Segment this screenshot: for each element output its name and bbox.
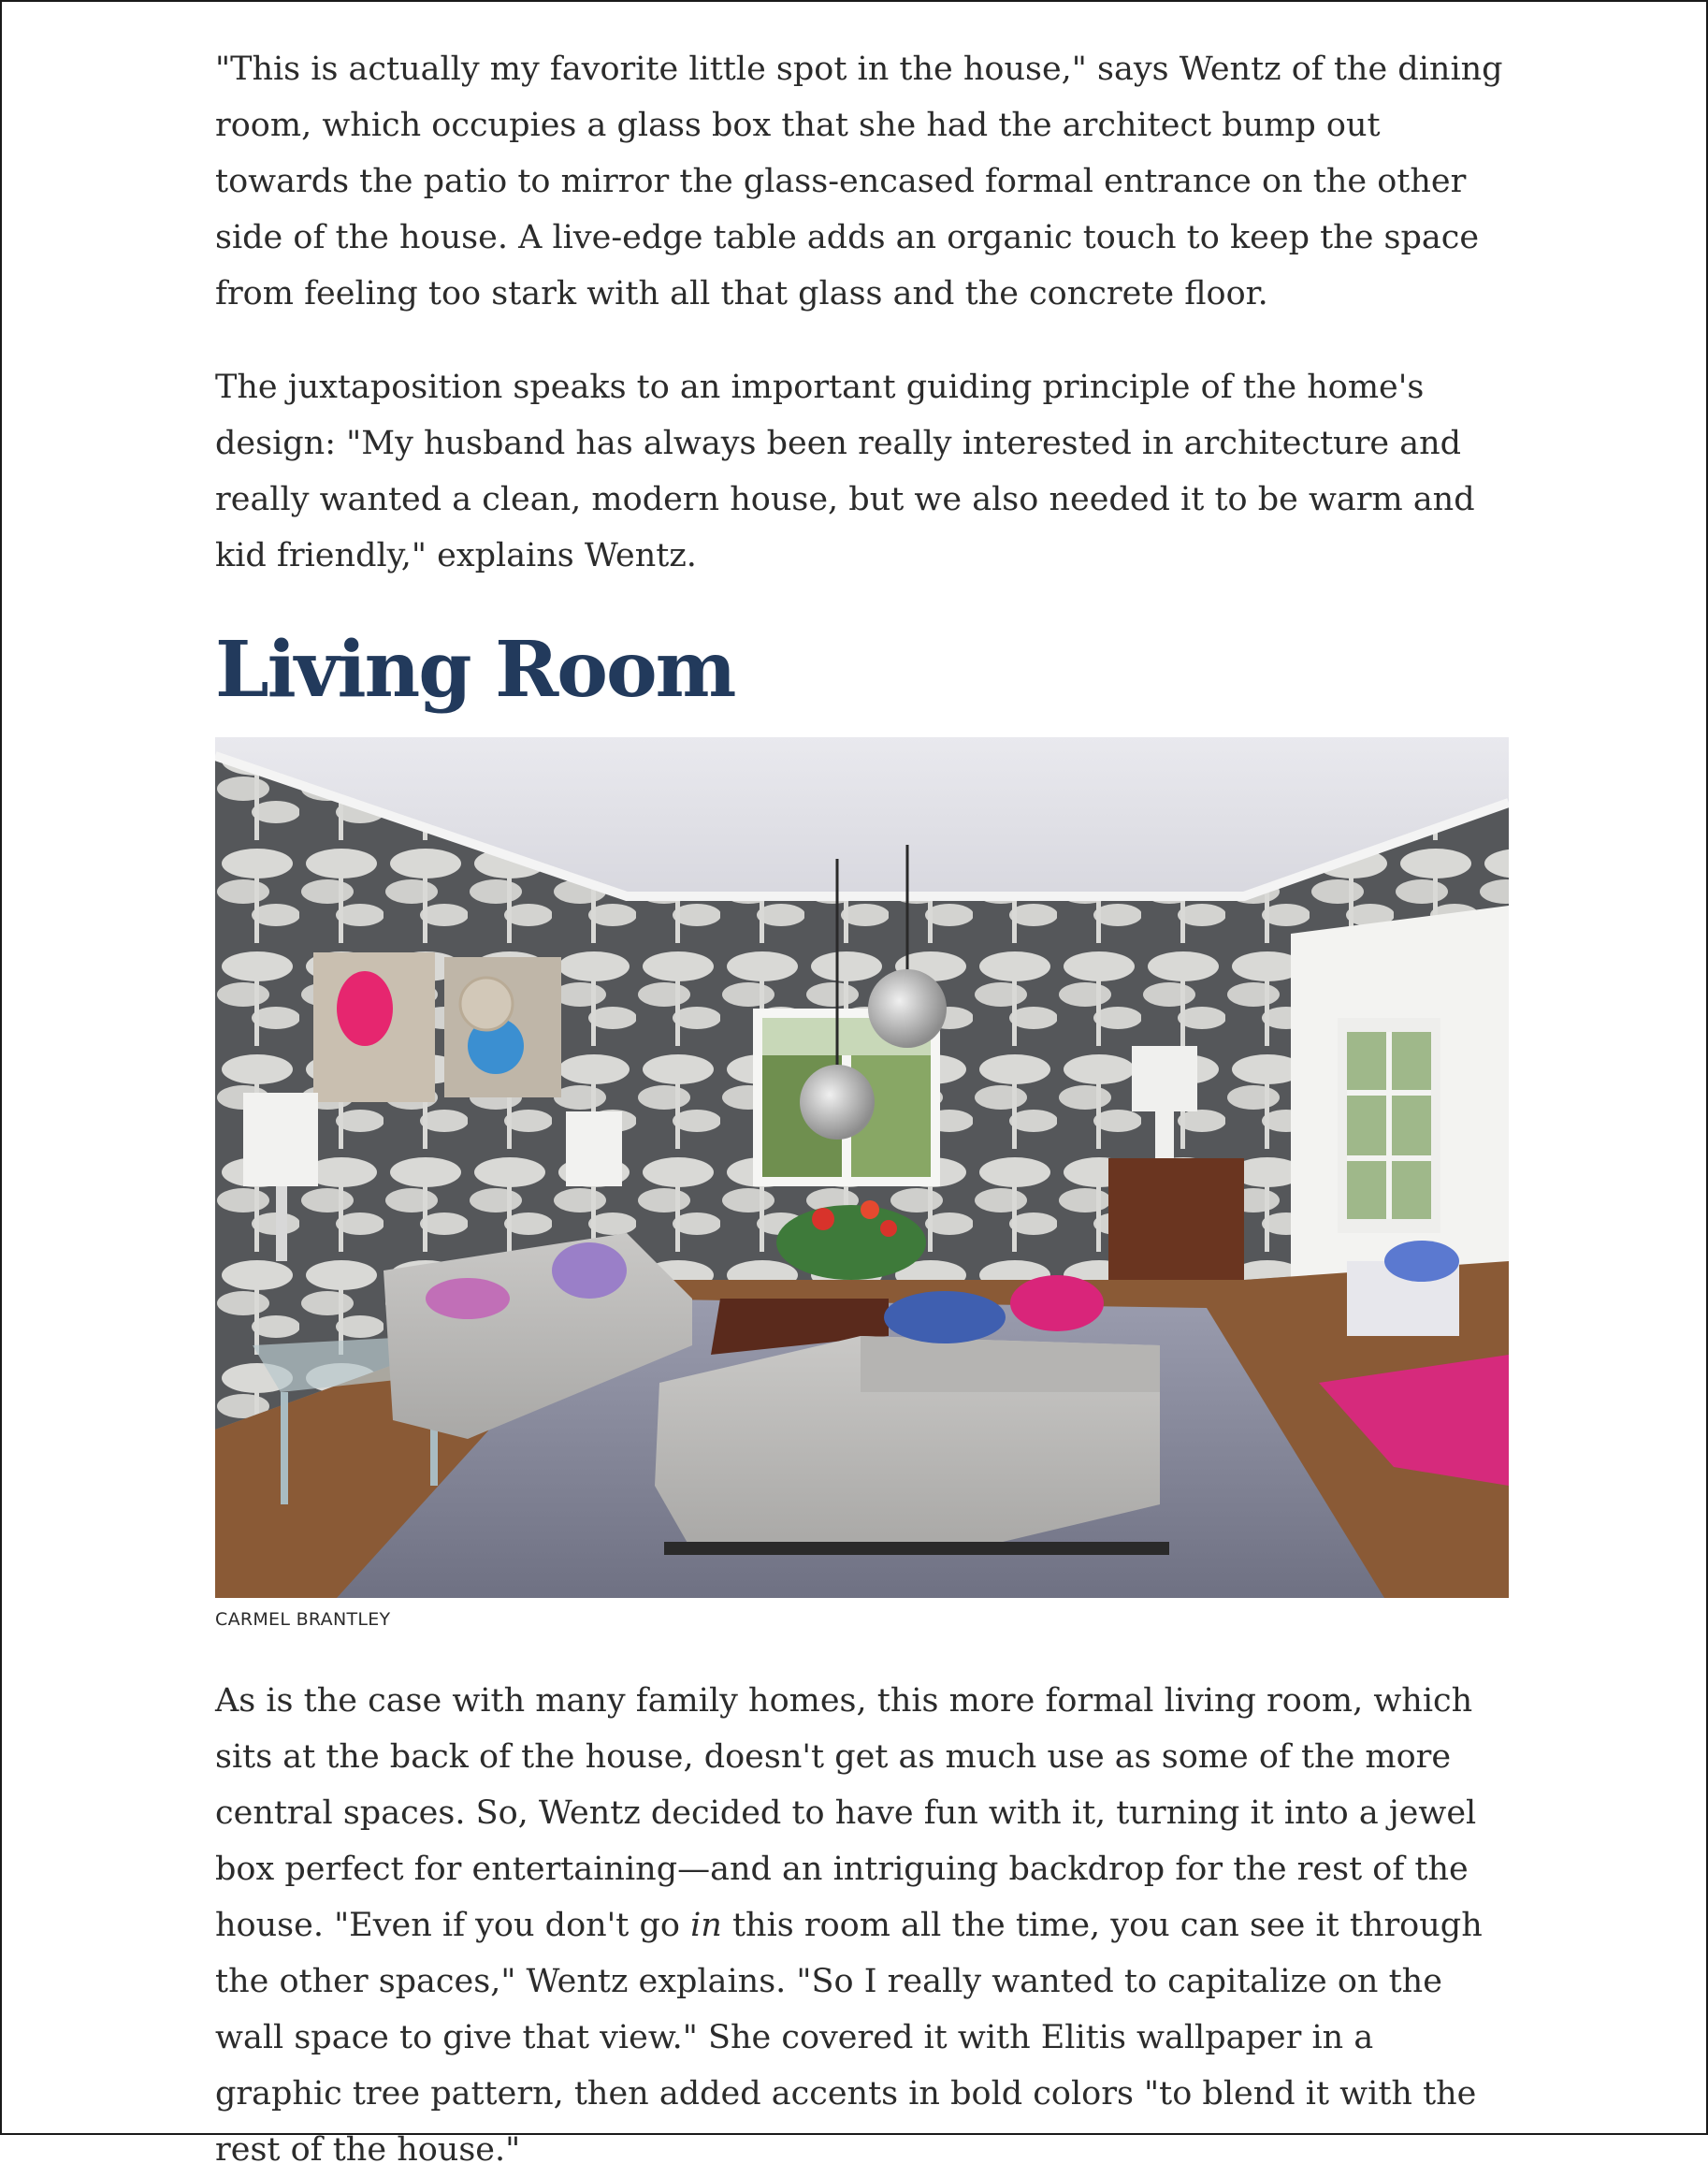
living-room-photo-illustration — [215, 737, 1509, 1598]
sideboard — [1108, 1158, 1244, 1280]
paragraph-living-room — [215, 1673, 1510, 2178]
table-lamp-left — [243, 1093, 318, 1186]
pendant-globe-1 — [800, 1065, 875, 1140]
paragraph-living-room-part1: As is the case with many family homes, this more formal living room, which sits at the back of the house, doesn't get as much use as some of the more central spaces. So, Wentz decided to have fun with it, turning it into a jewel box perfect for entertaining—and an intriguing backdrop for the rest of the house. "Even if you don't go — [215, 1682, 1477, 1944]
photo-credit: CARMEL BRANTLEY — [215, 1609, 391, 1630]
paragraph-dining-room: "This is actually my favorite little spot in the house," says Wentz of the dining room, which occupies a glass box that she had the architect bump out towards the patio to mirror the glass-encased formal entrance on the other side of the house. A live-edge table adds an organic touch to keep the space from feeling too stark with all that glass and the concrete floor. — [215, 51, 1503, 312]
paragraph-living-room-emphasis: in — [690, 1907, 722, 1944]
paragraph-living-room-part2: this room all the time, you can see it through the other spaces," Wentz explains. "So I really wanted to capitalize on the wall space to give that view." She covered it with Elitis wallpaper in a graphic tree pattern, then added accents in bold colors "to blend it with the rest of the house." — [215, 1907, 1483, 2169]
pendant-globe-2 — [868, 969, 947, 1048]
flower-arrangement — [776, 1205, 926, 1280]
living-room-photo — [215, 737, 1509, 1598]
paragraph-design-principle: The juxtaposition speaks to an important guiding principle of the home's design: "My husband has always been really interested in architecture and really wanted a clean, modern house, but we also needed it to be warm and kid friendly," explains Wentz. — [215, 369, 1475, 574]
section-heading-living-room: Living Room — [215, 625, 735, 715]
